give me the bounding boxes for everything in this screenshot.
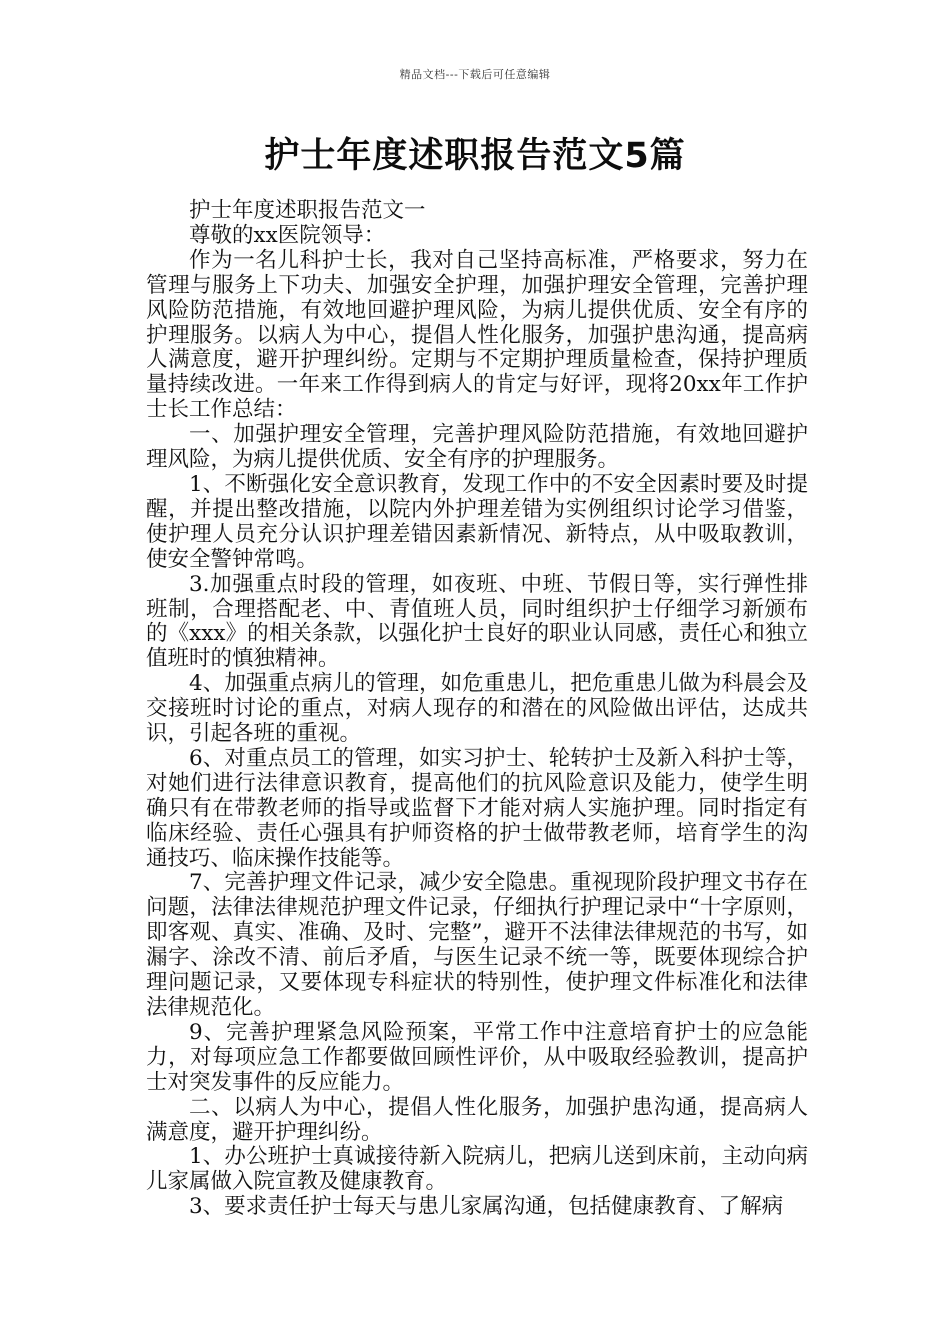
paragraph: 尊敬的xx医院领导： — [189, 222, 386, 248]
page-title: 护士年度述职报告范文5篇 — [264, 136, 686, 176]
header-note: 精品文档---下载后可任意编辑 — [399, 68, 551, 81]
paragraph: 7、完善护理文件记录，减少安全隐患。重视现阶段护理文书存在问题，法律法律规范护理文件记录，仔细执行护理记录中“十字原则，即客观、真实、准确、及时、完整”，避开不法律法律规范的书写，如漏字、涂改不清、前后矛盾，与医生记录不统一等，既要体现综合护理问题记录，又要体现专科症状的特别性，使护理文件标准化和法律法律规范化。 — [146, 870, 808, 1020]
paragraph: 9、完善护理紧急风险预案，平常工作中注意培育护士的应急能力，对每项应急工作都要做回顾性评价，从中吸取经验教训，提高护士对突发事件的反应能力。 — [146, 1019, 808, 1095]
paragraph: 3.加强重点时段的管理，如夜班、中班、节假日等，实行弹性排班制，合理搭配老、中、青值班人员，同时组织护士仔细学习新颁布的《xxx》的相关条款，以强化护士良好的职业认同感，责任心和独立值班时的慎独精神。 — [146, 571, 808, 672]
paragraph: 作为一名儿科护士长，我对自己坚持高标准，严格要求，努力在管理与服务上下功夫、加强安全护理，加强护理安全管理，完善护理风险防范措施，有效地回避护理风险，为病儿提供优质、安全有序的护理服务。以病人为中心，提倡人性化服务，加强护患沟通，提高病人满意度，避开护理纠纷。定期与不定期护理质量检查，保持护理质量持续改进。一年来工作得到病人的肯定与好评，现将20xx年工作护士长工作总结： — [146, 247, 808, 423]
paragraph: 1、办公班护士真诚接待新入院病儿，把病儿送到床前，主动向病儿家属做入院宣教及健康教育。 — [146, 1144, 808, 1195]
paragraph: 3、要求责任护士每天与患儿家属沟通，包括健康教育、了解病 — [189, 1194, 784, 1220]
paragraph: 6、对重点员工的管理，如实习护士、轮转护士及新入科护士等，对她们进行法律意识教育，提高他们的抗风险意识及能力，使学生明确只有在带教老师的指导或监督下才能对病人实施护理。同时指定有临床经验、责任心强具有护师资格的护士做带教老师，培育学生的沟通技巧、临床操作技能等。 — [146, 745, 808, 871]
paragraph: 护士年度述职报告范文一 — [189, 198, 426, 223]
paragraph: 1、不断强化安全意识教育，发现工作中的不安全因素时要及时提醒，并提出整改措施，以院内外护理差错为实例组织讨论学习借鉴，使护理人员充分认识护理差错因素新情况、新特点，从中吸取教训，使安全警钟常鸣。 — [146, 471, 808, 572]
paragraph: 二、以病人为中心，提倡人性化服务，加强护患沟通，提高病人满意度，避开护理纠纷。 — [146, 1094, 808, 1145]
document-body — [146, 199, 808, 1220]
paragraph: 一、加强护理安全管理，完善护理风险防范措施，有效地回避护理风险，为病儿提供优质、安全有序的护理服务。 — [146, 422, 808, 473]
paragraph: 4、加强重点病儿的管理，如危重患儿，把危重患儿做为科晨会及交接班时讨论的重点，对病人现存的和潜在的风险做出评估，达成共识，引起各班的重视。 — [146, 671, 808, 747]
